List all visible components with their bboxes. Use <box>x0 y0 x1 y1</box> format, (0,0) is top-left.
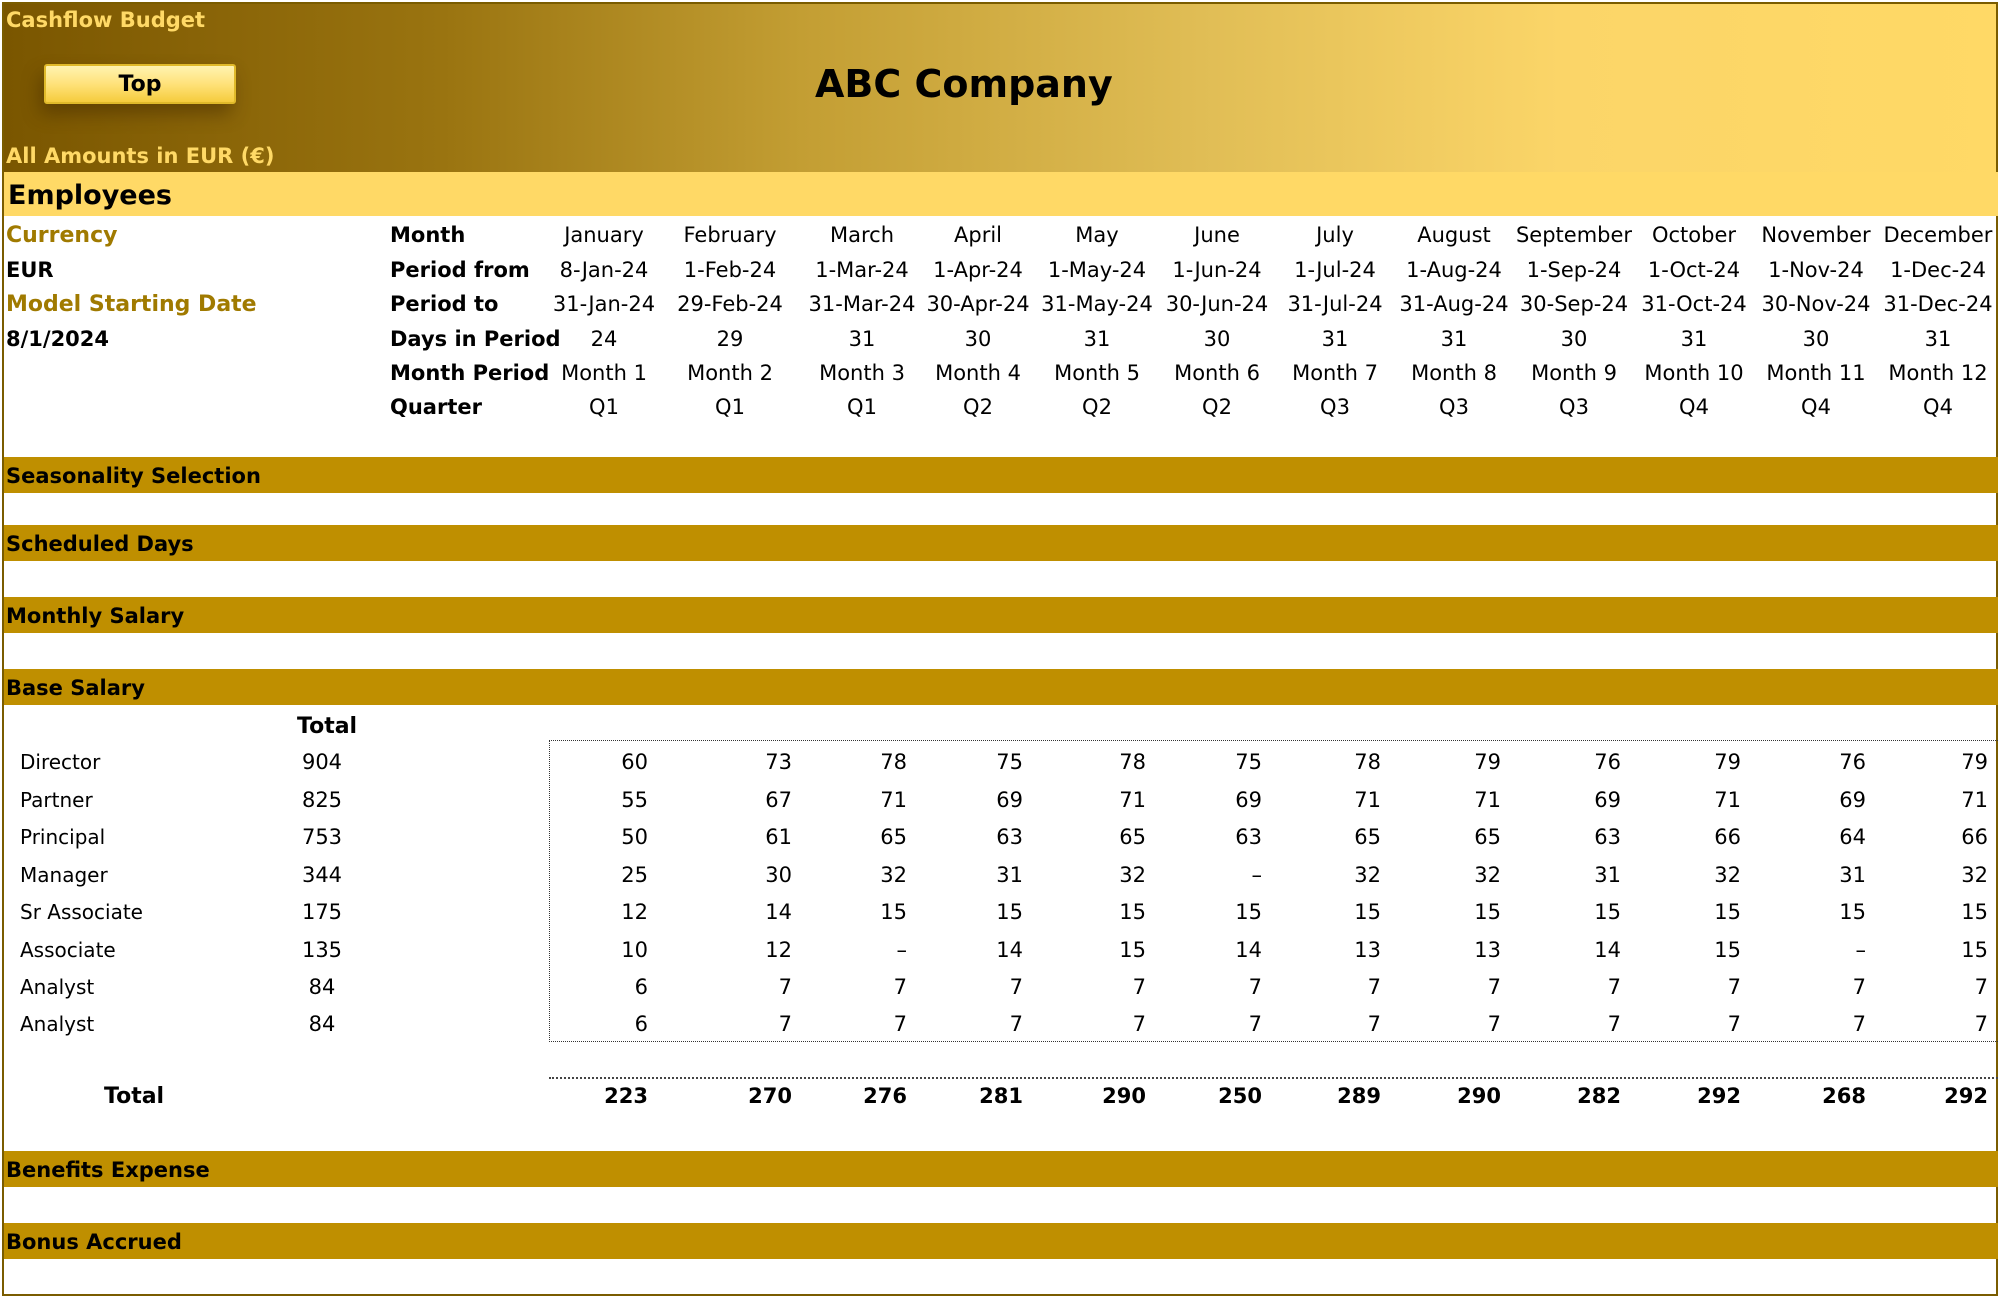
days-cell: 31 <box>1321 327 1349 351</box>
salary-cell[interactable]: 73 <box>765 750 792 774</box>
salary-cell[interactable]: 15 <box>1594 900 1621 924</box>
band-scheduled-days <box>4 525 1998 561</box>
period-from-cell: 1-Oct-24 <box>1647 258 1741 282</box>
salary-cell[interactable]: 25 <box>621 863 648 887</box>
salary-cell[interactable]: 15 <box>996 900 1023 924</box>
month-header: January <box>564 223 644 247</box>
period-to-cell: 31-Mar-24 <box>808 292 916 316</box>
quarter-cell: Q4 <box>1801 395 1831 419</box>
quarter-cell: Q3 <box>1320 395 1350 419</box>
employee-name: Associate <box>20 938 116 962</box>
period-to-cell: 30-Apr-24 <box>926 292 1030 316</box>
salary-cell[interactable]: 66 <box>1961 825 1988 849</box>
quarter-cell: Q2 <box>963 395 993 419</box>
total-cell: 281 <box>979 1084 1023 1108</box>
salary-cell[interactable]: 12 <box>765 938 792 962</box>
salary-cell[interactable]: 7 <box>893 1012 907 1036</box>
period-from-cell: 1-Feb-24 <box>683 258 777 282</box>
period-to-cell: 30-Nov-24 <box>1761 292 1871 316</box>
month-period-cell: Month 1 <box>561 361 647 385</box>
salary-cell[interactable]: 69 <box>996 788 1023 812</box>
quarter-cell: Q3 <box>1559 395 1589 419</box>
row-label-month-period: Month Period <box>390 361 550 385</box>
band-monthly-salary-label: Monthly Salary <box>6 604 185 628</box>
salary-cell[interactable]: 7 <box>1607 1012 1621 1036</box>
band-seasonality <box>4 457 1998 493</box>
row-label-period-to: Period to <box>390 292 499 316</box>
month-header: September <box>1515 223 1633 247</box>
period-to-cell: 30-Sep-24 <box>1519 292 1629 316</box>
salary-cell[interactable]: 14 <box>996 938 1023 962</box>
salary-cell[interactable]: 55 <box>621 788 648 812</box>
salary-cell[interactable]: – <box>1251 863 1262 887</box>
days-cell: 30 <box>1560 327 1588 351</box>
employee-name: Partner <box>20 788 93 812</box>
salary-cell[interactable]: 78 <box>1119 750 1146 774</box>
row-label-days: Days in Period <box>390 327 561 351</box>
total-cell: 268 <box>1822 1084 1866 1108</box>
salary-cell[interactable]: 14 <box>1235 938 1262 962</box>
days-cell: 24 <box>590 327 618 351</box>
salary-cell[interactable]: 7 <box>1607 975 1621 999</box>
salary-cell[interactable]: 65 <box>880 825 907 849</box>
quarter-cell: Q1 <box>847 395 877 419</box>
employee-total: 84 <box>308 975 336 999</box>
total-separator <box>549 1077 1998 1079</box>
month-period-cell: Month 3 <box>819 361 905 385</box>
quarter-cell: Q3 <box>1439 395 1469 419</box>
salary-cell[interactable]: 75 <box>1235 750 1262 774</box>
period-to-cell: 29-Feb-24 <box>677 292 783 316</box>
salary-cell[interactable]: 13 <box>1354 938 1381 962</box>
salary-cell[interactable]: 7 <box>778 975 792 999</box>
salary-cell[interactable]: 15 <box>1354 900 1381 924</box>
salary-cell[interactable]: 63 <box>1235 825 1262 849</box>
total-cell: 223 <box>604 1084 648 1108</box>
period-from-cell: 1-Jun-24 <box>1172 258 1262 282</box>
month-header: February <box>683 223 777 247</box>
quarter-cell: Q2 <box>1202 395 1232 419</box>
band-base-salary-label: Base Salary <box>6 676 145 700</box>
period-from-cell: 8-Jan-24 <box>559 258 649 282</box>
salary-total-label: Total <box>104 1084 165 1109</box>
period-from-cell: 1-Sep-24 <box>1526 258 1622 282</box>
month-header: October <box>1651 223 1737 247</box>
period-to-cell: 31-Dec-24 <box>1883 292 1993 316</box>
salary-cell[interactable]: 7 <box>1009 975 1023 999</box>
model-start-label: Model Starting Date <box>6 292 257 317</box>
salary-cell[interactable]: 32 <box>1354 863 1381 887</box>
month-period-cell: Month 2 <box>687 361 773 385</box>
month-period-cell: Month 8 <box>1411 361 1497 385</box>
salary-cell[interactable]: 15 <box>1961 900 1988 924</box>
top-button[interactable]: Top <box>44 64 236 104</box>
days-cell: 30 <box>964 327 992 351</box>
month-period-cell: Month 9 <box>1531 361 1617 385</box>
month-header: August <box>1417 223 1491 247</box>
salary-cell[interactable]: 31 <box>1839 863 1866 887</box>
employee-name: Analyst <box>20 975 95 999</box>
salary-cell[interactable]: 63 <box>996 825 1023 849</box>
salary-cell[interactable]: 61 <box>765 825 792 849</box>
salary-cell[interactable]: 15 <box>1839 900 1866 924</box>
quarter-cell: Q1 <box>715 395 745 419</box>
salary-cell[interactable]: 32 <box>1119 863 1146 887</box>
employee-name: Manager <box>20 863 108 887</box>
band-benefits <box>4 1151 1998 1187</box>
salary-cell[interactable]: 7 <box>1132 1012 1146 1036</box>
salary-cell[interactable]: 14 <box>765 900 792 924</box>
row-label-period-from: Period from <box>390 258 530 282</box>
salary-cell[interactable]: 15 <box>1474 900 1501 924</box>
salary-cell[interactable]: 71 <box>880 788 907 812</box>
band-monthly-salary <box>4 597 1998 633</box>
period-to-cell: 31-Jul-24 <box>1287 292 1383 316</box>
salary-cell[interactable]: 7 <box>893 975 907 999</box>
salary-cell[interactable]: 7 <box>778 1012 792 1036</box>
quarter-cell: Q2 <box>1082 395 1112 419</box>
salary-cell[interactable]: 7 <box>1727 975 1741 999</box>
total-cell: 270 <box>748 1084 792 1108</box>
salary-cell[interactable]: 13 <box>1474 938 1501 962</box>
salary-cell[interactable]: 71 <box>1474 788 1501 812</box>
quarter-cell: Q4 <box>1679 395 1709 419</box>
salary-cell[interactable]: 30 <box>765 863 792 887</box>
row-label-month: Month <box>390 223 466 247</box>
amounts-note: All Amounts in EUR (€) <box>6 144 275 168</box>
month-header: March <box>829 223 895 247</box>
currency-label: Currency <box>6 223 118 248</box>
salary-cell[interactable]: 75 <box>996 750 1023 774</box>
salary-cell[interactable]: 67 <box>765 788 792 812</box>
days-cell: 31 <box>848 327 876 351</box>
app-title: Cashflow Budget <box>6 8 206 32</box>
period-from-cell: 1-Nov-24 <box>1768 258 1864 282</box>
salary-cell[interactable]: 7 <box>1132 975 1146 999</box>
salary-cell[interactable]: 10 <box>621 938 648 962</box>
salary-cell[interactable]: 7 <box>1852 975 1866 999</box>
salary-cell[interactable]: 60 <box>621 750 648 774</box>
model-start-value[interactable]: 8/1/2024 <box>6 327 110 351</box>
employee-total: 904 <box>301 750 343 774</box>
row-label-quarter: Quarter <box>390 395 482 419</box>
company-name: ABC Company <box>815 62 1113 106</box>
period-from-cell: 1-Aug-24 <box>1406 258 1502 282</box>
salary-cell[interactable]: 71 <box>1119 788 1146 812</box>
employee-total: 825 <box>301 788 343 812</box>
total-cell: 290 <box>1457 1084 1501 1108</box>
quarter-cell: Q4 <box>1923 395 1953 419</box>
salary-cell[interactable]: 15 <box>1119 938 1146 962</box>
salary-cell[interactable]: 65 <box>1119 825 1146 849</box>
salary-cell[interactable]: 71 <box>1961 788 1988 812</box>
salary-cell[interactable]: 32 <box>880 863 907 887</box>
salary-cell[interactable]: 15 <box>1961 938 1988 962</box>
band-bonus <box>4 1223 1998 1259</box>
employee-total: 753 <box>301 825 343 849</box>
salary-cell[interactable]: – <box>1855 938 1866 962</box>
month-header: June <box>1194 223 1240 247</box>
salary-cell[interactable]: 7 <box>1487 975 1501 999</box>
days-cell: 29 <box>716 327 744 351</box>
salary-cell[interactable]: 32 <box>1961 863 1988 887</box>
days-cell: 30 <box>1203 327 1231 351</box>
employee-total: 175 <box>301 900 343 924</box>
salary-cell[interactable]: – <box>896 938 907 962</box>
month-period-cell: Month 4 <box>935 361 1021 385</box>
period-from-cell: 1-Dec-24 <box>1890 258 1986 282</box>
days-cell: 31 <box>1680 327 1708 351</box>
salary-cell[interactable]: 71 <box>1354 788 1381 812</box>
currency-value[interactable]: EUR <box>6 258 54 282</box>
month-header: May <box>1075 223 1119 247</box>
month-header: November <box>1761 223 1871 247</box>
salary-cell[interactable]: 31 <box>1594 863 1621 887</box>
salary-cell[interactable]: 15 <box>1714 938 1741 962</box>
salary-cell[interactable]: 7 <box>1009 1012 1023 1036</box>
month-period-cell: Month 12 <box>1888 361 1988 385</box>
salary-total-header: Total <box>297 714 358 739</box>
period-to-cell: 31-Oct-24 <box>1641 292 1747 316</box>
month-period-cell: Month 5 <box>1054 361 1140 385</box>
salary-data-range <box>549 740 1998 1042</box>
employee-total: 344 <box>301 863 343 887</box>
salary-cell[interactable]: 50 <box>621 825 648 849</box>
salary-cell[interactable]: 7 <box>1727 1012 1741 1036</box>
band-bonus-label: Bonus Accrued <box>6 1230 182 1254</box>
salary-cell[interactable]: 7 <box>1487 1012 1501 1036</box>
salary-cell[interactable]: 32 <box>1474 863 1501 887</box>
salary-cell[interactable]: 7 <box>1248 1012 1262 1036</box>
employee-name: Analyst <box>20 1012 95 1036</box>
period-from-cell: 1-Jul-24 <box>1294 258 1376 282</box>
salary-cell[interactable]: 79 <box>1961 750 1988 774</box>
total-cell: 292 <box>1697 1084 1741 1108</box>
salary-cell[interactable]: 76 <box>1839 750 1866 774</box>
salary-cell[interactable]: 7 <box>1367 1012 1381 1036</box>
period-to-cell: 31-May-24 <box>1041 292 1153 316</box>
period-to-cell: 31-Aug-24 <box>1399 292 1509 316</box>
month-header: July <box>1316 223 1354 247</box>
salary-cell[interactable]: 79 <box>1714 750 1741 774</box>
salary-cell[interactable]: 7 <box>1974 975 1988 999</box>
salary-cell[interactable]: 31 <box>996 863 1023 887</box>
month-header: December <box>1883 223 1993 247</box>
salary-cell[interactable]: 64 <box>1839 825 1866 849</box>
total-cell: 276 <box>863 1084 907 1108</box>
salary-cell[interactable]: 7 <box>1852 1012 1866 1036</box>
total-cell: 250 <box>1218 1084 1262 1108</box>
salary-cell[interactable]: 7 <box>1974 1012 1988 1036</box>
days-cell: 31 <box>1440 327 1468 351</box>
salary-cell[interactable]: 15 <box>1714 900 1741 924</box>
salary-cell[interactable]: 69 <box>1594 788 1621 812</box>
salary-cell[interactable]: 15 <box>1119 900 1146 924</box>
salary-cell[interactable]: 6 <box>634 975 648 999</box>
total-cell: 289 <box>1337 1084 1381 1108</box>
salary-cell[interactable]: 66 <box>1714 825 1741 849</box>
salary-cell[interactable]: 7 <box>1367 975 1381 999</box>
days-cell: 30 <box>1802 327 1830 351</box>
salary-cell[interactable]: 14 <box>1594 938 1621 962</box>
band-scheduled-days-label: Scheduled Days <box>6 532 194 556</box>
salary-cell[interactable]: 63 <box>1594 825 1621 849</box>
salary-cell[interactable]: 32 <box>1714 863 1741 887</box>
period-to-cell: 31-Jan-24 <box>552 292 656 316</box>
employee-name: Principal <box>20 825 106 849</box>
salary-cell[interactable]: 7 <box>1248 975 1262 999</box>
days-cell: 31 <box>1083 327 1111 351</box>
period-from-cell: 1-May-24 <box>1047 258 1147 282</box>
salary-cell[interactable]: 71 <box>1714 788 1741 812</box>
salary-cell[interactable]: 6 <box>634 1012 648 1036</box>
employee-total: 135 <box>301 938 343 962</box>
band-base-salary <box>4 669 1998 705</box>
total-cell: 290 <box>1102 1084 1146 1108</box>
period-to-cell: 30-Jun-24 <box>1165 292 1269 316</box>
period-from-cell: 1-Mar-24 <box>815 258 909 282</box>
salary-cell[interactable]: 69 <box>1839 788 1866 812</box>
section-title-band <box>4 172 1998 216</box>
salary-cell[interactable]: 12 <box>621 900 648 924</box>
month-period-cell: Month 6 <box>1174 361 1260 385</box>
total-cell: 292 <box>1944 1084 1988 1108</box>
salary-cell[interactable]: 78 <box>880 750 907 774</box>
total-cell: 282 <box>1577 1084 1621 1108</box>
salary-cell[interactable]: 15 <box>880 900 907 924</box>
month-header: April <box>954 223 1002 247</box>
salary-cell[interactable]: 15 <box>1235 900 1262 924</box>
salary-cell[interactable]: 79 <box>1474 750 1501 774</box>
employee-total: 84 <box>308 1012 336 1036</box>
employee-name: Director <box>20 750 101 774</box>
salary-cell[interactable]: 65 <box>1354 825 1381 849</box>
month-period-cell: Month 7 <box>1292 361 1378 385</box>
section-title: Employees <box>8 180 173 211</box>
month-period-cell: Month 11 <box>1766 361 1866 385</box>
salary-cell[interactable]: 65 <box>1474 825 1501 849</box>
band-benefits-label: Benefits Expense <box>6 1158 210 1182</box>
month-period-cell: Month 10 <box>1644 361 1744 385</box>
days-cell: 31 <box>1924 327 1952 351</box>
employee-name: Sr Associate <box>20 900 143 924</box>
salary-cell[interactable]: 69 <box>1235 788 1262 812</box>
band-seasonality-label: Seasonality Selection <box>6 464 261 488</box>
salary-cell[interactable]: 76 <box>1594 750 1621 774</box>
period-from-cell: 1-Apr-24 <box>933 258 1023 282</box>
quarter-cell: Q1 <box>589 395 619 419</box>
salary-cell[interactable]: 78 <box>1354 750 1381 774</box>
